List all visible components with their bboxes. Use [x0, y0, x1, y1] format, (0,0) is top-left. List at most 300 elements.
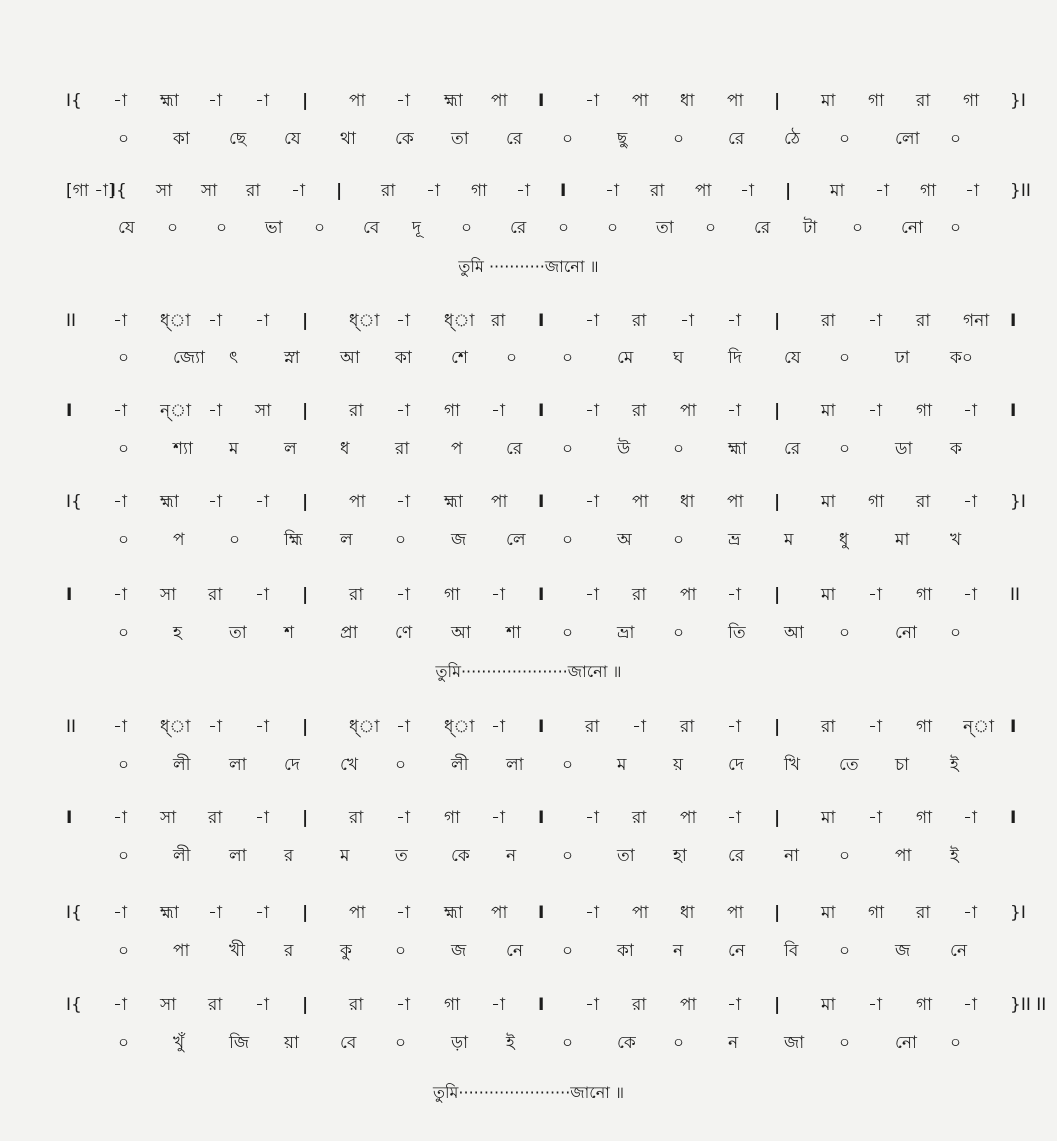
refrain-1: তুমি ···········জানো ॥ [458, 257, 599, 276]
lyric-token: ০ [950, 129, 962, 149]
swara-token: -া [396, 311, 410, 331]
lyric-token: হা [673, 846, 687, 866]
swara-token: পা [727, 903, 744, 923]
lyric-token: ম [617, 755, 627, 775]
lyric-token: ০ [118, 623, 130, 643]
swara-token: মা [821, 808, 836, 828]
lyric-token: পা [895, 846, 912, 866]
lyric-token: রে [506, 439, 523, 459]
swara-token: রা [208, 585, 223, 605]
lyric-token: কে [617, 1033, 636, 1053]
lyric-token: নো [895, 623, 917, 643]
swara-token: | [774, 91, 781, 111]
swara-token: গা [444, 401, 461, 421]
lyric-token: ০ [395, 755, 407, 775]
swara-token: পা [695, 181, 712, 201]
swara-token: -া [208, 401, 222, 421]
lyric-token: মা [895, 530, 910, 550]
lyric-token: ধ [340, 439, 350, 459]
swara-token: -া [113, 91, 127, 111]
swara-token: | [302, 492, 309, 512]
lyric-token: খি [784, 755, 801, 775]
swara-token: -া [875, 181, 889, 201]
swara-token: পা [349, 91, 366, 111]
swara-row-7 [0, 712, 1057, 742]
swara-token: রা [208, 808, 223, 828]
swara-token: -া [965, 181, 979, 201]
lyric-token: ই [950, 755, 959, 775]
swara-token: I [1010, 717, 1017, 737]
lyric-token: হ্মা [728, 439, 747, 459]
lyric-token: ০ [607, 218, 619, 238]
refrain-3: তুমি······················জানো ॥ [432, 1083, 625, 1102]
swara-token: -া [255, 995, 269, 1015]
lyric-token: ০ [562, 129, 574, 149]
lyric-token: আ [340, 348, 360, 368]
lyric-token: তি [728, 623, 746, 643]
swara-token: | [785, 181, 792, 201]
lyric-token: ম [229, 439, 239, 459]
lyric-token: আ [451, 623, 471, 643]
swara-token: -া [396, 903, 410, 923]
swara-token: -া [605, 181, 619, 201]
lyric-token: ক০ [950, 348, 973, 368]
swara-token: | [302, 585, 309, 605]
swara-token: I [538, 492, 545, 512]
lyric-token: কা [173, 129, 190, 149]
swara-token: I [538, 91, 545, 111]
swara-token: হ্মা [444, 903, 463, 923]
swara-token: I [66, 585, 73, 605]
swara-token: গনা [963, 311, 990, 331]
lyric-token: ০ [562, 530, 574, 550]
swara-token: রা [632, 808, 647, 828]
swara-token: I [538, 808, 545, 828]
swara-token: -া [585, 808, 599, 828]
swara-token: গা [444, 585, 461, 605]
swara-token: I [538, 903, 545, 923]
lyric-token: ০ [950, 1033, 962, 1053]
lyric-token: ম [340, 846, 350, 866]
lyric-token: কু [340, 941, 352, 961]
lyric-token: লী [451, 755, 469, 775]
swara-token: I{ [66, 995, 82, 1015]
swara-token: }I [1010, 91, 1026, 111]
swara-token: -া [208, 717, 222, 737]
swara-token: -া [727, 717, 741, 737]
lyric-token: ০ [950, 218, 962, 238]
lyric-token: ম [784, 530, 794, 550]
swara-token: হ্মা [444, 492, 463, 512]
swara-token: I{ [66, 492, 82, 512]
swara-token: রা [632, 995, 647, 1015]
lyric-token: রা [395, 439, 410, 459]
lyric-token: উ [617, 439, 631, 459]
swara-token: ন্া [963, 717, 994, 737]
swara-token: -া [585, 585, 599, 605]
lyric-token: ০ [562, 755, 574, 775]
swara-token: রা [632, 311, 647, 331]
swara-token: | [336, 181, 343, 201]
lyric-token: ০ [839, 129, 851, 149]
lyric-token: রে [754, 218, 771, 238]
swara-token: }I [1010, 492, 1026, 512]
swara-token: রা [680, 717, 695, 737]
swara-token: সা [160, 585, 177, 605]
swara-token: পা [349, 903, 366, 923]
refrain-2: তুমি·····················জানো ॥ [435, 662, 622, 681]
lyric-token: ০ [395, 530, 407, 550]
swara-token: রা [916, 311, 931, 331]
swara-token: হ্মা [160, 91, 179, 111]
lyric-token: ০ [673, 439, 685, 459]
lyric-token: ০ [118, 439, 130, 459]
swara-token: -া [727, 808, 741, 828]
swara-row-5 [0, 487, 1057, 517]
lyric-token: খ [950, 530, 962, 550]
lyric-token: কে [451, 846, 470, 866]
lyric-token: ০ [118, 1033, 130, 1053]
lyric-token: লী [173, 755, 191, 775]
swara-token: হ্মা [160, 492, 179, 512]
lyric-token: ঠে [784, 129, 800, 149]
lyric-token: লা [506, 755, 524, 775]
swara-token: -া [585, 401, 599, 421]
swara-token: -া [113, 903, 127, 923]
lyric-token: ০ [118, 846, 130, 866]
swara-token: -া [113, 311, 127, 331]
lyric-token: ণে [395, 623, 413, 643]
swara-row-2 [0, 176, 1057, 206]
lyric-token: দে [728, 755, 744, 775]
lyric-token: ক [950, 439, 962, 459]
swara-token: রা [650, 181, 665, 201]
swara-token: পা [727, 492, 744, 512]
swara-token: মা [821, 401, 836, 421]
swara-token: গা [444, 808, 461, 828]
swara-token: I{ [66, 903, 82, 923]
swara-token: ধা [680, 91, 695, 111]
lyric-token: ০ [562, 941, 574, 961]
lyric-row-9 [0, 936, 1057, 966]
swara-token: গা [444, 995, 461, 1015]
swara-token: গা [916, 717, 933, 737]
swara-token: রা [381, 181, 396, 201]
swara-token: পা [632, 492, 649, 512]
swara-token: -া [963, 808, 977, 828]
lyric-token: দে [284, 755, 300, 775]
lyric-token: ভ্র [728, 530, 741, 550]
swara-token: -া [727, 585, 741, 605]
lyric-token: ন [728, 1033, 739, 1053]
swara-token: পা [491, 492, 508, 512]
lyric-token: ছু [617, 129, 628, 149]
swara-token: ধ্া [160, 311, 191, 331]
swara-token: রা [208, 995, 223, 1015]
lyric-token: লী [173, 846, 191, 866]
lyric-row-3 [0, 343, 1057, 373]
lyric-token: ঢা [895, 348, 910, 368]
swara-token: -া [255, 717, 269, 737]
lyric-token: ই [950, 846, 959, 866]
swara-token: -া [255, 808, 269, 828]
swara-token: -া [585, 492, 599, 512]
swara-token: -া [868, 808, 882, 828]
lyric-token: ভা [265, 218, 283, 238]
swara-token: -া [585, 995, 599, 1015]
lyric-token: র [284, 941, 294, 961]
swara-token: | [774, 492, 781, 512]
swara-token: ধা [680, 903, 695, 923]
lyric-token: ০ [118, 348, 130, 368]
lyric-token: দূ [412, 218, 421, 238]
swara-token: -া [963, 585, 977, 605]
swara-token: পা [680, 585, 697, 605]
lyric-token: ডা [895, 439, 913, 459]
lyric-token: হ [173, 623, 182, 643]
lyric-token: ০ [839, 941, 851, 961]
lyric-token: ০ [118, 530, 130, 550]
lyric-token: থা [340, 129, 356, 149]
swara-token: পা [632, 903, 649, 923]
lyric-token: ০ [118, 129, 130, 149]
swara-token: ধ্া [349, 311, 380, 331]
swara-token: -া [396, 91, 410, 111]
lyric-token: ০ [839, 623, 851, 643]
swara-token: | [774, 717, 781, 737]
lyric-token: ০ [562, 623, 574, 643]
swara-token: -া [868, 585, 882, 605]
swara-token: রা [632, 401, 647, 421]
lyric-token: তা [451, 129, 469, 149]
lyric-token: র [284, 846, 294, 866]
swara-token: I{ [111, 181, 127, 201]
lyric-token: ই [506, 1033, 515, 1053]
swara-token: -া [632, 717, 646, 737]
swara-token: -া [113, 717, 127, 737]
lyric-token: লা [229, 755, 247, 775]
swara-token: গা [963, 91, 980, 111]
lyric-token: ০ [229, 530, 241, 550]
swara-token: I [66, 808, 73, 828]
lyric-token: ০ [839, 348, 851, 368]
swara-token: ধ্া [349, 717, 380, 737]
lyric-token: তা [617, 846, 635, 866]
swara-token: পা [727, 91, 744, 111]
swara-token: গা [868, 903, 885, 923]
lyric-token: খী [229, 941, 246, 961]
swara-token: ধ্া [444, 717, 475, 737]
lyric-token: য় [673, 755, 684, 775]
lyric-token: ০ [673, 530, 685, 550]
swara-token: রা [632, 585, 647, 605]
lyric-token: জি [229, 1033, 250, 1053]
swara-token: রা [821, 311, 836, 331]
swara-token: গা [916, 585, 933, 605]
lyric-token: প [173, 530, 185, 550]
lyric-token: লে [506, 530, 526, 550]
lyric-token: অ [617, 530, 632, 550]
swara-token: গা [868, 91, 885, 111]
swara-token: -া [963, 903, 977, 923]
swara-token: -া [255, 903, 269, 923]
lyric-row-8 [0, 841, 1057, 871]
swara-token: | [774, 401, 781, 421]
lyric-token: যে [284, 129, 301, 149]
swara-token: গা [916, 808, 933, 828]
swara-row-10 [0, 990, 1057, 1020]
lyric-token: তা [656, 218, 674, 238]
swara-token: I [538, 717, 545, 737]
swara-token: -া [113, 585, 127, 605]
lyric-token: ০ [562, 1033, 574, 1053]
lyric-token: জ্যো [173, 348, 205, 368]
swara-token: -া [868, 311, 882, 331]
swara-token: -া [255, 585, 269, 605]
swara-token: I [1010, 808, 1017, 828]
swara-token: পা [632, 91, 649, 111]
lyric-token: ছে [229, 129, 247, 149]
lyric-token: জ [451, 941, 467, 961]
swara-token: }I [1010, 903, 1026, 923]
swara-token: | [302, 903, 309, 923]
swara-token: রা [349, 808, 364, 828]
lyric-token: ০ [314, 218, 326, 238]
lyric-token: বে [363, 218, 380, 238]
lyric-token: নে [950, 941, 968, 961]
swara-token: -া [727, 995, 741, 1015]
lyric-token: ন [673, 941, 684, 961]
lyric-token: ০ [167, 218, 179, 238]
swara-token: II [66, 717, 77, 737]
swara-token: | [774, 903, 781, 923]
swara-token: -া [727, 401, 741, 421]
lyric-token: ০ [673, 1033, 685, 1053]
lyric-row-7 [0, 750, 1057, 780]
swara-token: | [774, 808, 781, 828]
lyric-token: ০ [558, 218, 570, 238]
lyric-token: টা [803, 218, 818, 238]
swara-token: রা [349, 995, 364, 1015]
lyric-token: ০ [216, 218, 228, 238]
swara-token: সা [255, 401, 272, 421]
swara-token: ধ্া [444, 311, 475, 331]
swara-token: সা [160, 995, 177, 1015]
lyric-token: লো [895, 129, 920, 149]
swara-token: রা [916, 91, 931, 111]
swara-token: -া [208, 903, 222, 923]
lyric-token: লা [229, 846, 247, 866]
swara-token: }II [1010, 181, 1031, 201]
swara-token: -া [491, 401, 505, 421]
swara-token: I [538, 995, 545, 1015]
swara-token: -া [255, 91, 269, 111]
swara-row-4 [0, 396, 1057, 426]
lyric-token: পা [173, 941, 190, 961]
swara-token: -া [585, 903, 599, 923]
lyric-token: ধু [839, 530, 849, 550]
swara-token: -া [585, 311, 599, 331]
lyric-token: ত [395, 846, 408, 866]
swara-token: ধা [680, 492, 695, 512]
lyric-token: শা [506, 623, 521, 643]
lyric-row-5 [0, 525, 1057, 555]
swara-token: রা [916, 903, 931, 923]
swara-token: -া [868, 401, 882, 421]
swara-token: -া [680, 311, 694, 331]
lyric-token: রে [506, 129, 523, 149]
swara-token: মা [830, 181, 845, 201]
swara-token: হ্মা [160, 903, 179, 923]
lyric-token: ৎ [229, 348, 239, 368]
swara-token: -া [426, 181, 440, 201]
lyric-token: ০ [839, 846, 851, 866]
lyric-token: শে [451, 348, 468, 368]
swara-token: পা [680, 808, 697, 828]
lyric-token: আ [784, 623, 804, 643]
swara-token: রা [246, 181, 261, 201]
swara-token: -া [255, 311, 269, 331]
swara-token: পা [349, 492, 366, 512]
swara-token: I [560, 181, 567, 201]
lyric-token: হ্মি [284, 530, 303, 550]
swara-token: সা [160, 808, 177, 828]
lyric-token: জা [784, 1033, 805, 1053]
lyric-token: যে [118, 218, 135, 238]
swara-token: | [302, 995, 309, 1015]
swara-token: -া [740, 181, 754, 201]
swara-token: গা [916, 995, 933, 1015]
lyric-token: নো [901, 218, 923, 238]
swara-token: -া [491, 808, 505, 828]
lyric-token: ০ [395, 941, 407, 961]
swara-token: রা [585, 717, 600, 737]
swara-token: I{ [66, 91, 82, 111]
lyric-token: ০ [395, 1033, 407, 1053]
lyric-token: নে [506, 941, 524, 961]
lyric-row-6 [0, 618, 1057, 648]
swara-token: -া [208, 91, 222, 111]
swara-token: রা [491, 311, 506, 331]
lyric-token: শ [284, 623, 295, 643]
swara-token: মা [821, 492, 836, 512]
lyric-token: মে [617, 348, 634, 368]
lyric-token: রে [728, 129, 745, 149]
swara-token: I [538, 311, 545, 331]
lyric-token: কা [395, 348, 412, 368]
swara-token: -া [727, 311, 741, 331]
swara-token: -া [396, 585, 410, 605]
swara-token: রা [349, 401, 364, 421]
swara-token: -া [963, 492, 977, 512]
swara-token: I [1010, 401, 1017, 421]
lyric-token: য়া [284, 1033, 299, 1053]
swara-token: -া [516, 181, 530, 201]
swara-token: গা [920, 181, 937, 201]
swara-token: ধ্া [160, 717, 191, 737]
lyric-token: ০ [839, 1033, 851, 1053]
lyric-token: প্রা [340, 623, 358, 643]
lyric-token: স্না [284, 348, 300, 368]
lyric-token: ০ [118, 755, 130, 775]
lyric-row-2 [0, 213, 1057, 243]
swara-row-9 [0, 898, 1057, 928]
lyric-token: রে [728, 846, 745, 866]
lyric-token: ন [506, 846, 517, 866]
swara-token: রা [916, 492, 931, 512]
swara-token: -া [291, 181, 305, 201]
lyric-token: ভ্রা [617, 623, 635, 643]
